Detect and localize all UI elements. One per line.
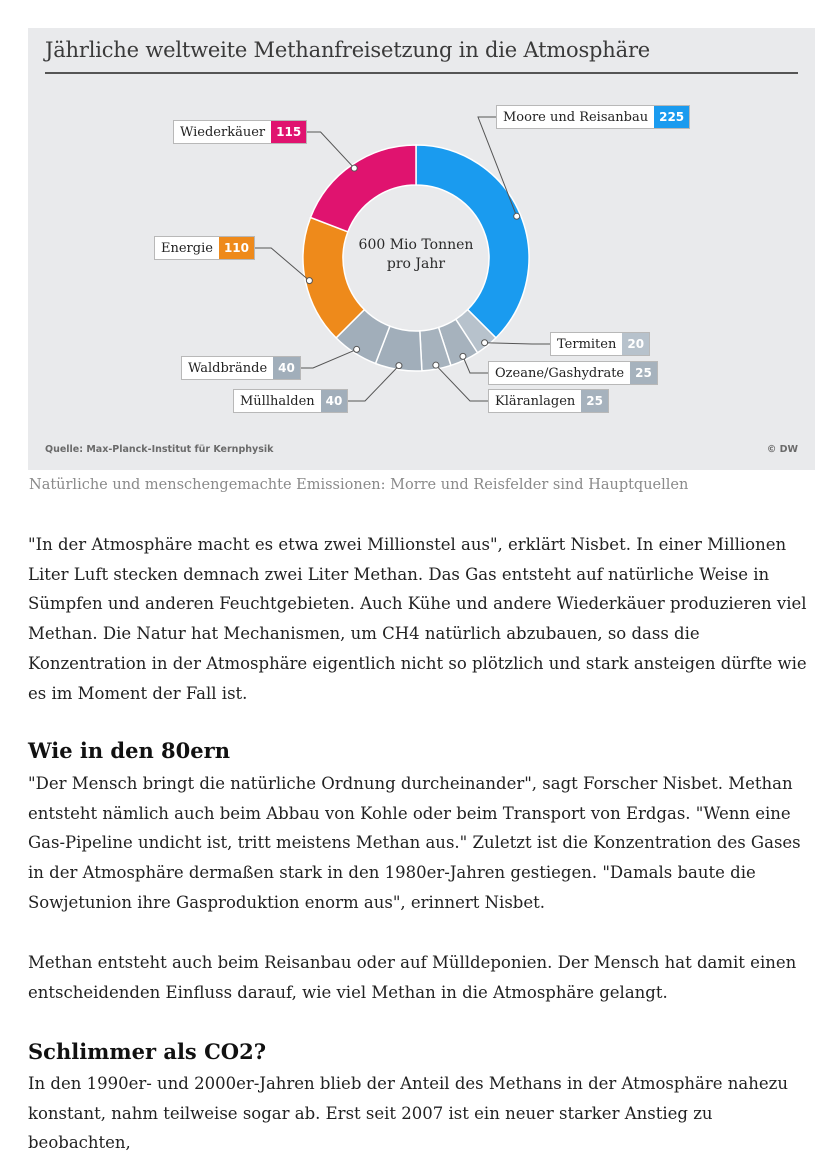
slice-label-value: 20 xyxy=(622,333,649,355)
leader-dot-5 xyxy=(354,346,360,352)
donut-chart xyxy=(28,28,815,470)
slice-label-value: 40 xyxy=(321,390,348,412)
figure-caption: Natürliche und menschengemachte Emissionen: Morre und Reisfelder sind Hauptquellen xyxy=(29,477,689,493)
slice-label-name: Ozeane/Gashydrate xyxy=(495,365,625,381)
leader-line-7 xyxy=(303,132,355,168)
leader-dot-2 xyxy=(460,353,466,359)
slice-label-7 xyxy=(173,120,307,144)
slice-label-3 xyxy=(488,389,609,413)
donut-slice-7 xyxy=(311,145,416,232)
slice-label-name: Waldbrände xyxy=(188,360,268,376)
leader-dot-0 xyxy=(514,213,520,219)
slice-label-value: 25 xyxy=(581,390,608,412)
slice-label-value: 25 xyxy=(630,362,657,384)
paragraph-1: "In der Atmosphäre macht es etwa zwei Millionstel aus", erklärt Nisbet. In einer Millionen Liter Luft stecken demnach zwei Liter Methan. Das Gas entsteht auf natürliche Weise in Sümpfen und anderen Feuchtgebieten. Auch Kühe und andere Wiederkäuer produzieren viel Methan. Die Natur hat Mechanismen, um CH4 natürlich abzubauen, so dass die Konzentration in der Atmosphäre eigentlich nicht so plötzlich und stark ansteigen dürfte wie es im Moment der Fall ist. xyxy=(28,535,807,703)
section-heading-2: Schlimmer als CO2? xyxy=(28,1039,266,1064)
slice-label-value: 110 xyxy=(219,237,254,259)
slice-label-name: Müllhalden xyxy=(240,393,315,409)
slice-label-name: Termiten xyxy=(557,336,617,352)
leader-dot-3 xyxy=(433,362,439,368)
section-heading-1: Wie in den 80ern xyxy=(28,738,230,763)
leader-dot-6 xyxy=(306,278,312,284)
donut-slice-6 xyxy=(303,218,364,338)
slice-label-6 xyxy=(154,236,255,260)
slice-label-name: Moore und Reisanbau xyxy=(503,109,649,125)
source-note: Quelle: Max-Planck-Institut für Kernphysik xyxy=(45,444,274,455)
slice-label-value: 115 xyxy=(271,121,306,143)
slice-label-1 xyxy=(550,332,650,356)
slice-label-2 xyxy=(488,361,658,385)
center-total-label: 600 Mio Tonnen xyxy=(358,237,474,253)
leader-dot-1 xyxy=(482,340,488,346)
leader-dot-7 xyxy=(351,165,357,171)
paragraph-4: In den 1990er- und 2000er-Jahren blieb der Anteil des Methans in der Atmosphäre nahezu konstant, nahm teilweise sogar ab. Erst seit 2007 ist ein neuer starker Anstieg zu beobachten, xyxy=(28,1074,788,1153)
leader-dot-4 xyxy=(396,363,402,369)
slice-label-name: Wiederkäuer xyxy=(180,124,266,140)
slice-label-0 xyxy=(496,105,690,129)
leader-line-6 xyxy=(253,248,309,281)
leader-line-5 xyxy=(295,349,357,368)
paragraph-3: Methan entsteht auch beim Reisanbau oder auf Mülldeponien. Der Mensch hat damit einen entscheidenden Einfluss darauf, wie viel Methan in die Atmosphäre gelangt. xyxy=(28,953,797,1002)
leader-line-4 xyxy=(347,366,399,401)
slice-label-value: 225 xyxy=(654,106,689,128)
leader-line-3 xyxy=(436,365,488,401)
slice-label-name: Kläranlagen xyxy=(495,393,576,409)
slice-label-4 xyxy=(233,389,348,413)
chart-title: Jährliche weltweite Methanfreisetzung in die Atmosphäre xyxy=(45,38,651,62)
slice-label-name: Energie xyxy=(161,240,213,256)
paragraph-2: "Der Mensch bringt die natürliche Ordnung durcheinander", sagt Forscher Nisbet. Methan entsteht nämlich auch beim Abbau von Kohle oder beim Transport von Erdgas. "Wenn eine Gas-Pipeline undicht ist, tritt meistens Methan aus." Zuletzt ist die Konzentration des Gases in der Atmosphäre dermaßen stark in den 1980er-Jahren gestiegen. "Damals baute die Sowjetunion ihre Gasproduktion enorm aus", erinnert Nisbet. xyxy=(28,774,801,912)
copyright-note: © DW xyxy=(766,444,798,455)
slice-label-value: 40 xyxy=(273,357,300,379)
leader-line-1 xyxy=(485,343,550,344)
slice-label-5 xyxy=(181,356,301,380)
center-unit-label: pro Jahr xyxy=(386,256,446,272)
infographic xyxy=(28,28,815,470)
